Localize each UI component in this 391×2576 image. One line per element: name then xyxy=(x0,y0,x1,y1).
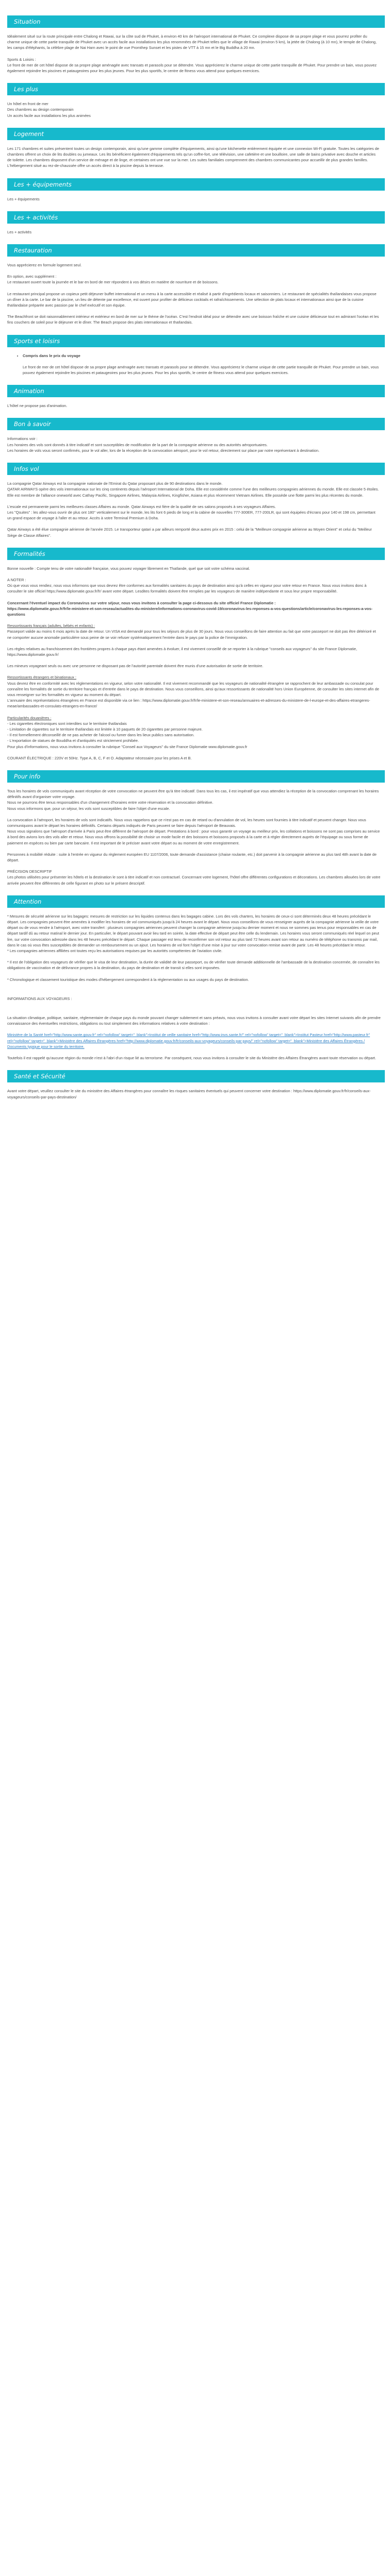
section-bar-equipements: Les + équipements xyxy=(7,178,385,191)
formalites-paragraph: Bonne nouvelle : Compte tenu de votre nationalité française, vous pouvez voyager librement en Thaïlande, quel que soit votre schéma vaccinal. xyxy=(7,566,250,571)
pour-info-title: PRÉCISION DESCRIPTIF xyxy=(7,869,52,874)
formalites-paragraph: COURANT ÉLECTRIQUE : 220V et 50Hz. Type A, B, C, F et O. Adaptateur nécessaire pour les prises A et B. xyxy=(7,755,192,760)
situation-body xyxy=(0,28,391,74)
formalites-subtitle: Ressortissants français (adultes, bébés et enfants) : xyxy=(7,623,95,629)
les-plus-item: Des chambres au design contemporain xyxy=(7,107,74,112)
formalites-paragraph: L'annuaire des représentations étrangères en France est disponible via ce lien : https://www.diplomatie.gouv.fr/fr/le-ministere-et-son-reseau/annuaires-et-adresses-du-ministere-de-l-europe-et-des-affaires-etrangeres-meae/ambassades-et-consulats-etrangers-en-france/ xyxy=(7,698,370,709)
section-bar-situation: Situation xyxy=(7,15,385,28)
pour-info-paragraph: Personnes à mobilité réduite : suite à l'entrée en vigueur du règlement européen EU 1107/2006, toute demande d'assistance (chaise roulante, etc.) doit parvenir à la compagnie aérienne au plus tard 48h avant la date de départ. xyxy=(7,852,377,863)
restauration-paragraph: Le restaurant principal propose un copieux petit déjeuner buffet international et un menu à la carte accessible et réalisé à partir d'ingrédients locaux et saisonniers. Le restaurant de spécialités thaïlandaises vous propose un dîner à la carte. Le bar de la piscine, un lieu de détente par excellence, est ouvert pour profiter de délicieux cocktails et rafraîchissements. Une sélection de plats locaux et internationaux ainsi que de la cuisine thaïlandaise préparée avec passion par le chef exécutif et son équipe. xyxy=(7,291,377,308)
situation-paragraph: Idéalement situé sur la route principale entre Chalong et Rawai, sur la côte sud de Phuket, à environ 40 km de l'aéroport international de Phuket. Ce complexe dispose de sa propre plage et vous pourrez profiter du charme unique de cette partie tranquille de Phuket avec un accès facile aux installations les plus renommées de Phuket telles que le village de Rawai (environ 5 km), la jetée de Chalong (à 10 mn), le temple de Chalong, les camps d'éléphants, la célèbre plage de Nai Harn avec le point de vue Promthep Sunset et les pistes de VTT à 15 mn et le Big Buddha à 20 mn. xyxy=(7,34,377,50)
section-bar-les-plus: Les plus xyxy=(7,83,385,95)
bon-savoir-title: Informations voir : xyxy=(7,436,38,442)
section-bar-animation: Animation xyxy=(7,385,385,397)
attention-paragraph: * Les compagnies aériennes affiliées ont toutes reçu les autorisations requises par les autorités compétentes de l'aviation civile. xyxy=(7,948,223,954)
attention-body xyxy=(0,908,391,1061)
animation-paragraph: L'hôtel ne propose pas d'animation. xyxy=(7,403,68,409)
sante-body xyxy=(0,1082,391,1099)
infos-vol-paragraph: Les "Qsuites" : les allez-vous ouvrir de plus ont 180° verticalement sur le monde, les lits font 6 pieds de long et la cabine de nouvelles 777-300ER, 777-200LR, qui sont équipées d'écrans pour 140 et 198 cm, permettant un grand espace de voyage à l'aller et au retour. Accès à votre Terminal Premium à Doha. xyxy=(7,510,376,521)
attention-paragraph: * Il est de l'obligation des voyageurs de vérifier que le visa de leur destination, la durée de validité de leur passeport, ou de vérifier toute demande additionnelle de l'ambassade de la destination concernée, de connaître les obligations de vaccination et de délivrance propres à la destination, du pays de destination et de transit si elles sont imposées. xyxy=(7,960,380,971)
equipements-body xyxy=(0,191,391,202)
equipements-item: Les + équipements xyxy=(7,196,40,201)
section-bar-logement: Logement xyxy=(7,128,385,140)
section-bar-restauration: Restauration xyxy=(7,244,385,257)
situation-sports-title: Sports & Loisirs : xyxy=(7,57,36,62)
sports-included-heading: • Compris dans le prix du voyage xyxy=(23,353,385,359)
formalites-paragraph: Vous devrez être en conformité avec les réglementations en vigueur, selon votre nationalité. Il est vivement recommandé que les voyageurs de nationalité étrangère se rapprochent de leur ambassade ou consulat pour connaître les formalités de sortie du territoire français et d'entrée dans le pays de destination. Nous vous conseillons, ainsi qu'aux ressortissants de nationalité hors Union Européenne, de consulter les sites internet afin de vous renseigner sur les formalités en vigueur au moment du départ. xyxy=(7,681,379,697)
restauration-paragraph: The Beachfront se doit raisonnablement intérieur et extérieur en bord de mer sur le thème de l'océan. C'est l'endroit idéal pour se détendre avec une boisson fraîche et une cuisine délicieuse tout en admirant l'océan et les fins couchers de soleil pour le déjeuner et le dîner. The Beach propose des plats internationaux et thaïlandais. xyxy=(7,314,379,325)
logement-paragraph: Les 171 chambres et suites présentent toutes un design contemporain, ainsi qu'une gamme complète d'équipements, ainsi qu'une kitchenette entièrement équipée et une connexion Wi-Fi gratuite. Toutes les catégories de chambres offrent un choix de lits doubles ou jumeaux. Les lits bénéficient également d'équipements tels qu'un coffre-fort, une télévision, une cafetière et une bouilloire, une salle de bains privative avec douche et articles de toilette. Les chambres disposent d'un service de ménage et de linge, et certaines ont une vue sur la mer. Les suites familiales comprennent des chambres communicantes pour accueillir de plus grandes familles. L'hébergement situé au rez-de-chaussée offre un accès direct à la piscine depuis la terrasse. xyxy=(7,146,380,168)
formalites-paragraph: Où que vous vous rendiez, nous vous informons que vous devrez être conformes aux formalités sanitaires du pays de destination ainsi qu'à celles en vigueur pour votre retour en France. Nous vous invitons donc à consulter le site officiel https://www.diplomatie.gouv.fr/fr/ avant votre départ. Lesdites formalités doivent être remplies par les voyageurs de manière indépendante et sous leur propre responsabilité. xyxy=(7,583,367,594)
formalites-paragraph: Passeport valide au moins 6 mois après la date de retour. Un VISA est demandé pour tous les séjours de plus de 30 jours. Nous vous conseillons de faire attention au fait que votre passeport ne doit pas être détérioré et ne comporter aucune anomalie particulière sous peine de se voir refuser systématiquement l'entrée dans le pays par la police de l'immigration. xyxy=(7,629,376,640)
restauration-paragraph: En option, avec supplément : xyxy=(7,274,57,279)
infos-vol-paragraph: Qatar Airways a été élue compagnie aérienne de l'année 2015. Le transporteur qatari a par ailleurs remporté deux autres prix en 2015 : celui de la "Meilleure compagnie aérienne au Moyen Orient" et celui du "Meilleur Siège de Classe Affaires". xyxy=(7,527,372,538)
les-plus-item: Un hôtel en front de mer xyxy=(7,101,48,107)
pour-info-paragraph: Tous les horaires de vols communiqués avant réception de votre convocation ne peuvent être qu'à titre indicatif. Dans tous les cas, il est impératif que vous attendiez la réception de la convocation comprenant les horaires définitifs avant d'organiser votre voyage. xyxy=(7,789,379,800)
formalites-paragraph: - Les cigarettes électroniques sont interdites sur le territoire thaïlandais - Limitation de cigarettes sur le territoire thaïlandais est limitée à 10 paquets de 20 cigarettes par personne majeure. - Il est formellement déconseillé de ne pas acheter de l'alcool ou fumer dans les lieux publics sans autorisation. - L'exportation de statues de Bouddha et d'antiquités est strictement prohibée. Pour plus d'informations, nous vous invitons à consulter la rubrique "Conseil aux Voyageurs" du site France Diplomatie www.diplomatie.gouv.fr xyxy=(7,721,248,749)
section-bar-sante: Santé et Sécurité xyxy=(7,1070,385,1082)
activites-body xyxy=(0,224,391,235)
attention-paragraph: Toutefois il est rappelé qu'aucune région du monde n'est à l'abri d'un risque lié au terrorisme. Par conséquent, nous vous invitons à consulter le site du Ministère des Affaires Étrangères avant toute réservation ou départ. xyxy=(7,1056,377,1061)
formalites-paragraph: Les règles relatives au franchissement des frontières propres à chaque pays étant amenées à évoluer, il est vivement conseillé de se reporter à la rubrique "conseils aux voyageurs" du site France Diplomatie, https://www.diplomatie.gouv.fr/ xyxy=(7,646,357,657)
attention-links[interactable]: Ministère de la Santé href="http://www.sante.gouv.fr" rel="nofollow" target="_blank">Institut de veille sanitaire href="http://www.invs.sante.fr/" rel="nofollow" target="_blank">Institut Pasteur href="http://www.pasteur.fr" rel="nofollow" target="_blank">Ministère des Affaires Étrangères href="http://www.diplomatie.gouv.fr/fr/conseils-aux-voyageurs/conseils-par-pays/" rel="nofollow" target="_blank">Ministère des Affaires Étrangères / Documents typique pour le sortie du territoire. xyxy=(7,1032,370,1049)
section-bar-infos-vol: Infos vol xyxy=(7,463,385,475)
formalites-body xyxy=(0,560,391,761)
formalites-subtitle: Particularités douanières : xyxy=(7,715,52,720)
restauration-paragraph: Le restaurant ouvert toute la journée et le bar en bord de mer répondent à vos désirs en matière de nourriture et de boissons. xyxy=(7,280,219,285)
attention-paragraph: * Mesures de sécurité aérienne sur les bagages: mesures de restriction sur les liquides contenus dans les bagages cabine. Lors des vols charters, les horaires de ceux-ci sont déterminés deux 48 heures précédant le départ. Les compagnies peuvent être amenées à modifier les horaires de vol communiqués jusqu'à 24 heures avant le départ. Nous vous conseillons de vous renseigner auprès de la compagnie aérienne la veille de votre départ ou de vous rendre à l'aéroport, avec votre transfert : plusieurs compagnies aériennes peuvent changer la compagnie aérienne jusqu'au dernier moment et nous ne sommes pas tenus pour responsables en cas de départ tardif dû au retour matinal le dernier jour. En particulier, le départ pouvant avoir lieu tard en soirée, la date effective de départ peut être celle du lendemain. Les horaires vous seront communiqués réel lequel on peut lire, sur votre convocation adressée dans les 48 heures précédant le départ. Chaque passager est tenu de reconfirmer son vol retour au plus tard 72 heures avant son retour au numéro de téléphone ou transmis par mail, dans le cas où vous êtes susceptibles de demander un remboursement ou un ajout. Les horaires de vol font l'objet d'une mise à jour sur votre convocation remise avant de partir. Les 48 heures précédant le retour. xyxy=(7,913,379,947)
section-bar-bon-savoir: Bon à savoir xyxy=(7,418,385,430)
attention-subtitle: INFORMATIONS AUX VOYAGEURS : xyxy=(7,996,72,1001)
section-bar-activites: Les + activités xyxy=(7,211,385,224)
restauration-paragraph: Vous apprécierez en formule logement seul. xyxy=(7,263,82,268)
formalites-covid-link[interactable]: https://www.diplomatie.gouv.fr/fr/le-ministere-et-son-reseau/actualites-du-ministere/informations-coronavirus-covid-19/coronavirus-les-reponses-a-vos-questions/article/coronavirus-les-reponses-a-vos-questions xyxy=(7,606,373,617)
logement-body xyxy=(0,140,391,169)
section-bar-formalites: Formalités xyxy=(7,548,385,560)
bon-savoir-paragraph: Les horaires de vols vous seront confirmés, pour le vol aller, lors de la réception de la convocation aéroport, pour le vol retour, directement sur place par notre représentant à destination. xyxy=(7,448,320,453)
section-bar-attention: Attention xyxy=(7,895,385,908)
section-bar-pour-info: Pour info xyxy=(7,770,385,783)
les-plus-body xyxy=(0,95,391,118)
sports-body xyxy=(0,347,391,376)
formalites-covid-label: Concernant l'éventuel impact du Coronavirus sur votre séjour, nous vous invitons à consulter la page ci-dessous du site officiel France Diplomatie : xyxy=(7,600,276,605)
section-bar-sports: Sports et loisirs xyxy=(7,335,385,347)
pour-info-paragraph: Les photos utilisées pour présenter les hôtels et la destination le sont à titre indicatif et non contractuel. Concernant votre logement, l'hôtel offre différentes configurations et décorations. Les chambres allouées lors de votre arrivée peuvent être différentes de celle figurant en photo sur le présent descriptif. xyxy=(7,875,381,886)
formalites-paragraph: Les mineurs voyageant seuls ou avec une personne ne disposant pas de l'autorité parentale doivent être munis d'une autorisation de sortie de territoire. xyxy=(7,664,264,669)
infos-vol-paragraph: QATAR AIRWAYS opère des vols internationaux sur les cinq continents depuis l'aéroport International de Doha. Elle est considérée comme l'une des meilleures compagnies aériennes du monde. Elle est classée 5 étoiles. Elle est membre de l'alliance oneworld avec Cathay Pacific, Singapore Airlines, Malaysia Airlines, Kingfisher, Asiana et plus récemment Vietnam Airlines. Elle possède une flotte parmi les plus récentes du monde. xyxy=(7,487,379,498)
sports-paragraph: Le front de mer de cet hôtel dispose de sa propre plage aménagée avec transats et parasols pour se détendre. Vous apprécierez le charme unique de cette partie tranquille de Phuket. Pour prendre un bain, vous pouvez également rejoindre les piscines et pataugeoires pour les plus jeunes. Pour les plus sportifs, le centre de fitness vous attend pour quelques exercices. xyxy=(23,364,379,376)
formalites-subtitle: Ressortissants étrangers et binationaux : xyxy=(7,675,76,680)
sante-paragraph: Avant votre départ, veuillez consulter le site du ministère des Affaires étrangères pour connaître les risques sanitaires éventuels qui peuvent concerner votre destination : https://www.diplomatie.gouv.fr/fr/conseils-aux-voyageurs/conseils-par-pays-destination/ xyxy=(7,1089,371,1099)
attention-paragraph: La situation climatique, politique, sanitaire, réglementaire de chaque pays du monde pouvant changer subitement et sans préavis, nous vous invitons à consulter avant votre départ les sites Internet suivants afin de prendre connaissance des éventuelles restrictions, obligations ou tout simplement des informations relatives à votre destination : xyxy=(7,1015,381,1026)
pour-info-paragraph: Nous vous informons que, pour un séjour, les vols sont susceptibles de faire l'objet d'une escale. xyxy=(7,806,170,811)
pour-info-paragraph: Nous ne pourrons être tenus responsables d'un changement d'horaires entre votre réservation et la convocation définitive. xyxy=(7,800,214,805)
les-plus-item: Un accès facile aux installations les plus animées xyxy=(7,113,91,118)
infos-vol-paragraph: L'escale est permanente parmi les meilleures classes Affaires au monde. Qatar Airways est fière de la qualité de ses salons proposés à ses voyageurs Affaires. xyxy=(7,504,276,509)
pour-info-paragraph: La convocation à l'aéroport, les horaires de vols sont indicatifs. Nous vous rappelons que ce n'est pas en cas de retard ou d'annulation de vol, les heures sont fournies à titre indicatif et peuvent changer. Nous vous communiquons avant le départ les horaires définitifs. Certains départs indiqués de Paris peuvent se faire depuis l'aéroport de Beauvais. xyxy=(7,817,366,828)
activites-item: Les + activités xyxy=(7,229,32,234)
infos-vol-body xyxy=(0,475,391,538)
formalites-note-title: A NOTER : xyxy=(7,577,26,582)
attention-paragraph: * Chronologique et classement touristique des modes d'hébergement correspondent à la réglementation ou aux usages du pays de destination. xyxy=(7,977,249,982)
restauration-body xyxy=(0,257,391,326)
situation-sports-text: Le front de mer de cet hôtel dispose de sa propre plage aménagée avec transats et parasols pour se détendre. Vous apprécierez le charme unique de cette partie tranquille de Phuket. Pour prendre un bain, vous pouvez également rejoindre les piscines et pataugeoires pour les plus jeunes. Pour les plus sportifs, le centre de fitness vous attend pour quelques exercices. xyxy=(7,62,377,74)
sports-list xyxy=(7,353,385,359)
animation-body xyxy=(0,397,391,409)
bon-savoir-body xyxy=(0,430,391,453)
pour-info-body xyxy=(0,783,391,886)
pour-info-paragraph: Nous vous signalons que l'aéroport d'arrivée à Paris peut être différent de l'aéroport de départ. Prestations à bord : pour vous garantir un voyage au meilleur prix, les collations et boissons ne sont pas comprises au service à bord des avions lors des vols aller et retour. Nous vous offrons la possibilité de choisir un mode facile et des boissons et boissons proposés à la carte et à régler directement auprès de l'équipage ou sous forme de paiement en espèces ou bien par carte bancaire. Il est important de le préciser avant votre départ ou au moment de votre enregistrement. xyxy=(7,829,380,845)
bon-savoir-paragraph: Les horaires des vols sont donnés à titre indicatif et sont susceptibles de modification de la part de la compagnie aérienne ou des autorités aéroportuaires. xyxy=(7,442,268,447)
infos-vol-paragraph: La compagnie Qatar Airways est la compagnie nationale de l'Emirat du Qatar proposant plus de 90 destinations dans le monde. xyxy=(7,481,223,486)
